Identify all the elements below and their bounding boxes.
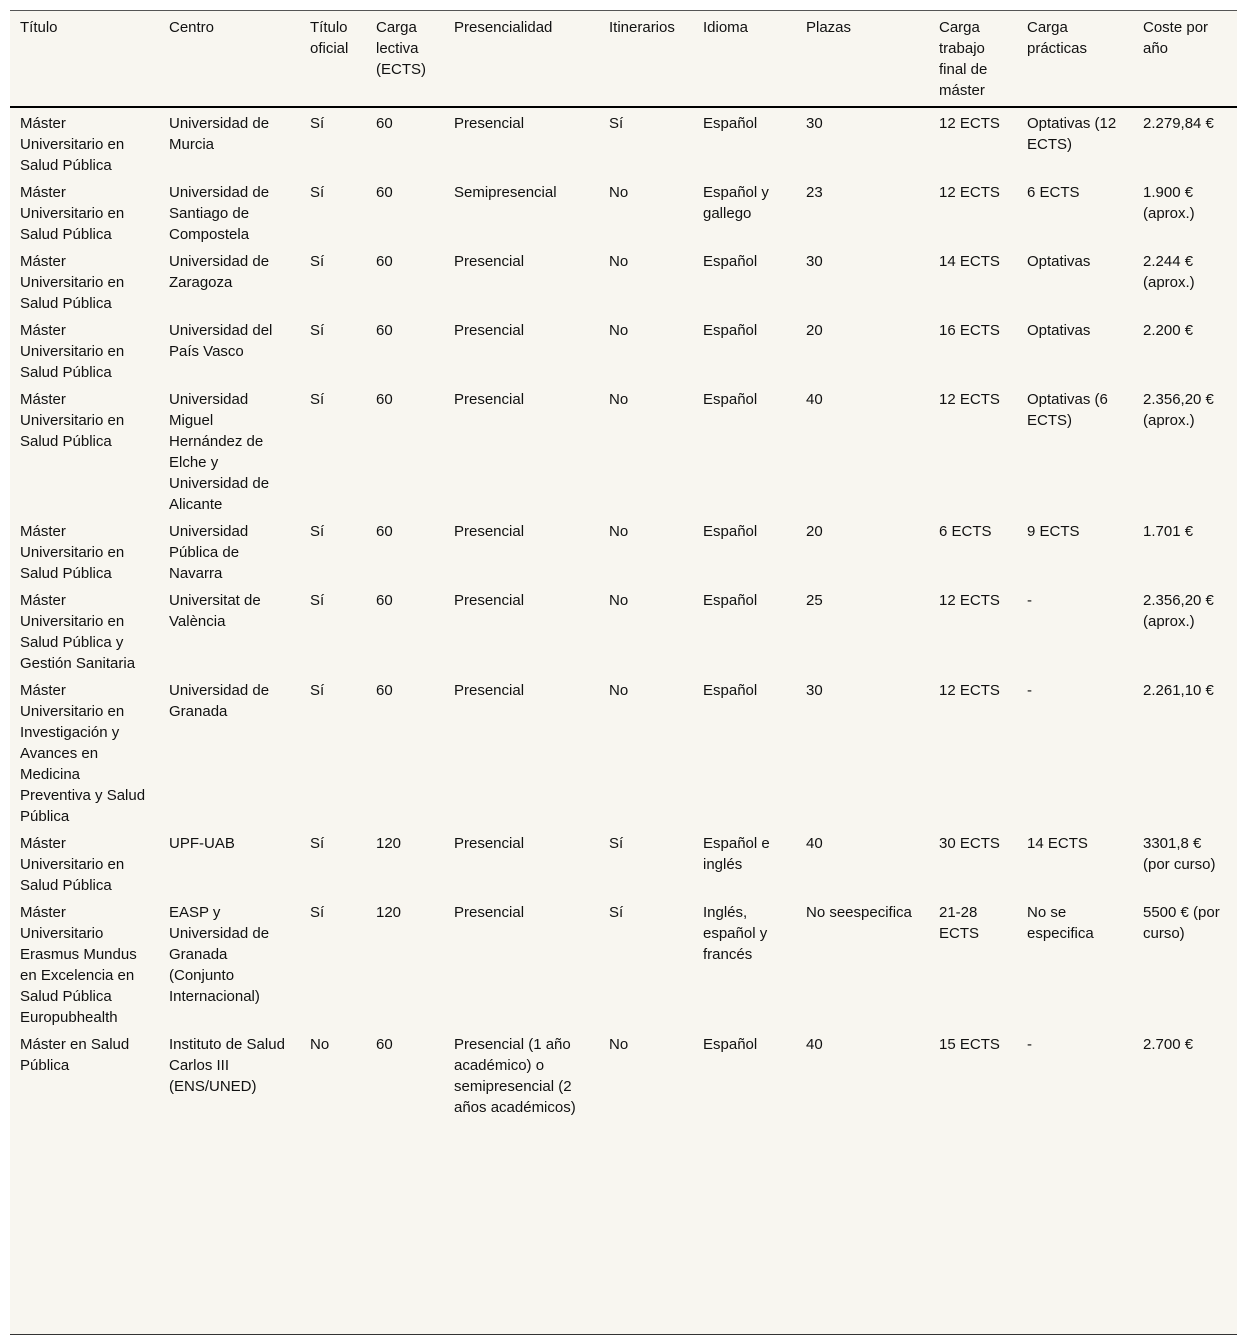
table-row (10, 246, 1237, 315)
cell-idioma: Español (703, 115, 758, 132)
cell-carga-tfm: 12 ECTS (939, 115, 1000, 132)
cell-centro: UPF-UAB (169, 835, 235, 852)
cell-plazas: 40 (806, 835, 823, 852)
table-row (10, 585, 1237, 675)
cell-carga-practicas: - (1027, 682, 1032, 699)
cell-idioma: Español (703, 391, 758, 408)
cell-itinerarios: No (609, 253, 629, 270)
cell-idioma: Español (703, 253, 758, 270)
cell-carga-practicas: - (1027, 1036, 1032, 1053)
cell-carga-practicas: 14 ECTS (1027, 835, 1088, 852)
cell-plazas: 20 (806, 322, 823, 339)
cell-presencialidad: Presencial (1 año académico) o semipresencial (2 años académicos) (454, 1036, 576, 1116)
cell-plazas: 30 (806, 115, 823, 132)
cell-presencialidad: Semipresencial (454, 184, 557, 201)
cell-carga-practicas: No se especifica (1027, 904, 1094, 942)
cell-carga-lectiva: 60 (376, 682, 393, 699)
cell-carga-lectiva: 60 (376, 1036, 393, 1053)
table-row (10, 897, 1237, 1029)
cell-coste: 2.700 € (1143, 1036, 1194, 1053)
cell-carga-tfm: 14 ECTS (939, 253, 1000, 270)
cell-centro: Instituto de Salud Carlos III (ENS/UNED) (169, 1036, 285, 1095)
cell-titulo: Máster Universitario en Salud Pública (20, 322, 125, 381)
cell-carga-practicas: 9 ECTS (1027, 523, 1080, 540)
column-header-titulo-oficial: Título oficial (310, 19, 349, 57)
cell-presencialidad: Presencial (454, 904, 525, 921)
cell-centro: Universidad del País Vasco (169, 322, 273, 360)
cell-titulo: Máster Universitario en Salud Pública (20, 835, 125, 894)
cell-idioma: Español (703, 322, 758, 339)
cell-itinerarios: Sí (609, 115, 624, 132)
cell-carga-tfm: 12 ECTS (939, 391, 1000, 408)
cell-titulo-oficial: Sí (310, 904, 325, 921)
column-header-titulo: Título (20, 19, 58, 36)
table-header-row (10, 11, 1237, 107)
cell-presencialidad: Presencial (454, 682, 525, 699)
cell-titulo: Máster Universitario Erasmus Mundus en Excelencia en Salud Pública Europubhealth (20, 904, 137, 1026)
column-header-presencialidad: Presencialidad (454, 19, 553, 36)
cell-titulo: Máster Universitario en Salud Pública (20, 253, 125, 312)
column-header-itinerarios: Itinerarios (609, 19, 675, 36)
cell-titulo-oficial: Sí (310, 592, 325, 609)
cell-coste: 2.261,10 € (1143, 682, 1214, 699)
cell-carga-practicas: Optativas (6 ECTS) (1027, 391, 1108, 429)
cell-presencialidad: Presencial (454, 253, 525, 270)
column-header-idioma: Idioma (703, 19, 749, 36)
cell-carga-lectiva: 120 (376, 835, 402, 852)
cell-carga-practicas: - (1027, 592, 1032, 609)
cell-carga-lectiva: 60 (376, 253, 393, 270)
table-row (10, 516, 1237, 585)
table-row (10, 828, 1237, 897)
cell-presencialidad: Presencial (454, 835, 525, 852)
cell-coste: 2.244 € (aprox.) (1143, 253, 1195, 291)
column-header-plazas: Plazas (806, 19, 852, 36)
cell-centro: Universidad de Granada (169, 682, 270, 720)
column-header-carga-practicas: Carga prácticas (1027, 19, 1088, 57)
column-header-carga-tfm: Carga trabajo final de máster (939, 19, 988, 99)
cell-coste: 1.701 € (1143, 523, 1194, 540)
cell-coste: 2.356,20 € (aprox.) (1143, 391, 1214, 429)
column-header-centro: Centro (169, 19, 215, 36)
cell-centro: Universidad de Zaragoza (169, 253, 270, 291)
cell-itinerarios: Sí (609, 904, 624, 921)
cell-presencialidad: Presencial (454, 592, 525, 609)
cell-titulo-oficial: Sí (310, 523, 325, 540)
cell-titulo: Máster Universitario en Investigación y Avances en Medicina Preventiva y Salud Pública (20, 682, 146, 825)
cell-carga-tfm: 15 ECTS (939, 1036, 1000, 1053)
cell-plazas: 23 (806, 184, 823, 201)
cell-titulo: Máster Universitario en Salud Pública y Gestión Sanitaria (20, 592, 136, 672)
masters-comparison-table-panel (10, 10, 1237, 1335)
cell-carga-tfm: 21-28 ECTS (939, 904, 980, 942)
cell-plazas: 40 (806, 1036, 823, 1053)
cell-titulo-oficial: Sí (310, 184, 325, 201)
cell-carga-lectiva: 60 (376, 184, 393, 201)
cell-carga-lectiva: 60 (376, 322, 393, 339)
column-header-carga-lectiva: Carga lectiva (ECTS) (376, 19, 426, 78)
cell-carga-practicas: Optativas (1027, 253, 1091, 270)
cell-carga-tfm: 6 ECTS (939, 523, 992, 540)
cell-centro: Universitat de València (169, 592, 261, 630)
cell-titulo-oficial: Sí (310, 391, 325, 408)
column-header-coste: Coste por año (1143, 19, 1209, 57)
table-row (10, 177, 1237, 246)
cell-itinerarios: No (609, 592, 629, 609)
cell-titulo: Máster Universitario en Salud Pública (20, 523, 125, 582)
masters-comparison-table (10, 11, 1237, 1119)
cell-titulo: Máster en Salud Pública (20, 1036, 130, 1074)
cell-presencialidad: Presencial (454, 322, 525, 339)
cell-idioma: Español (703, 682, 758, 699)
cell-titulo-oficial: Sí (310, 682, 325, 699)
cell-titulo-oficial: Sí (310, 115, 325, 132)
cell-coste: 2.279,84 € (1143, 115, 1214, 132)
cell-itinerarios: No (609, 322, 629, 339)
cell-titulo-oficial: Sí (310, 835, 325, 852)
cell-titulo-oficial: No (310, 1036, 330, 1053)
cell-coste: 2.356,20 € (aprox.) (1143, 592, 1214, 630)
cell-centro: Universidad de Santiago de Compostela (169, 184, 270, 243)
cell-idioma: Español y gallego (703, 184, 769, 222)
cell-titulo: Máster Universitario en Salud Pública (20, 184, 125, 243)
cell-centro: Universidad de Murcia (169, 115, 270, 153)
cell-carga-practicas: 6 ECTS (1027, 184, 1080, 201)
cell-idioma: Español (703, 523, 758, 540)
cell-itinerarios: No (609, 1036, 629, 1053)
cell-idioma: Español e inglés (703, 835, 770, 873)
cell-centro: EASP y Universidad de Granada (Conjunto Internacional) (169, 904, 270, 1005)
table-row (10, 675, 1237, 828)
cell-plazas: No seespecifica (806, 904, 912, 921)
cell-presencialidad: Presencial (454, 391, 525, 408)
cell-titulo-oficial: Sí (310, 322, 325, 339)
cell-titulo: Máster Universitario en Salud Pública (20, 391, 125, 450)
cell-presencialidad: Presencial (454, 523, 525, 540)
cell-carga-tfm: 12 ECTS (939, 592, 1000, 609)
cell-titulo-oficial: Sí (310, 253, 325, 270)
cell-carga-practicas: Optativas (12 ECTS) (1027, 115, 1117, 153)
cell-carga-lectiva: 120 (376, 904, 402, 921)
cell-carga-tfm: 16 ECTS (939, 322, 1000, 339)
cell-centro: Universidad Pública de Navarra (169, 523, 249, 582)
cell-plazas: 20 (806, 523, 823, 540)
cell-coste: 3301,8 € (por curso) (1143, 835, 1216, 873)
cell-itinerarios: No (609, 391, 629, 408)
cell-titulo: Máster Universitario en Salud Pública (20, 115, 125, 174)
cell-plazas: 25 (806, 592, 823, 609)
cell-carga-tfm: 12 ECTS (939, 682, 1000, 699)
cell-carga-tfm: 30 ECTS (939, 835, 1000, 852)
cell-idioma: Inglés, español y francés (703, 904, 768, 963)
cell-plazas: 40 (806, 391, 823, 408)
cell-coste: 1.900 € (aprox.) (1143, 184, 1195, 222)
cell-carga-practicas: Optativas (1027, 322, 1091, 339)
cell-idioma: Español (703, 592, 758, 609)
cell-carga-lectiva: 60 (376, 523, 393, 540)
cell-itinerarios: No (609, 682, 629, 699)
cell-carga-lectiva: 60 (376, 115, 393, 132)
cell-plazas: 30 (806, 682, 823, 699)
cell-presencialidad: Presencial (454, 115, 525, 132)
cell-itinerarios: Sí (609, 835, 624, 852)
table-row (10, 1029, 1237, 1119)
cell-itinerarios: No (609, 523, 629, 540)
cell-coste: 2.200 € (1143, 322, 1194, 339)
cell-plazas: 30 (806, 253, 823, 270)
cell-carga-tfm: 12 ECTS (939, 184, 1000, 201)
table-row (10, 315, 1237, 384)
table-row (10, 384, 1237, 516)
cell-itinerarios: No (609, 184, 629, 201)
cell-idioma: Español (703, 1036, 758, 1053)
cell-carga-lectiva: 60 (376, 391, 393, 408)
cell-centro: Universidad Miguel Hernández de Elche y Universidad de Alicante (169, 391, 270, 513)
cell-coste: 5500 € (por curso) (1143, 904, 1220, 942)
cell-carga-lectiva: 60 (376, 592, 393, 609)
table-row (10, 107, 1237, 177)
